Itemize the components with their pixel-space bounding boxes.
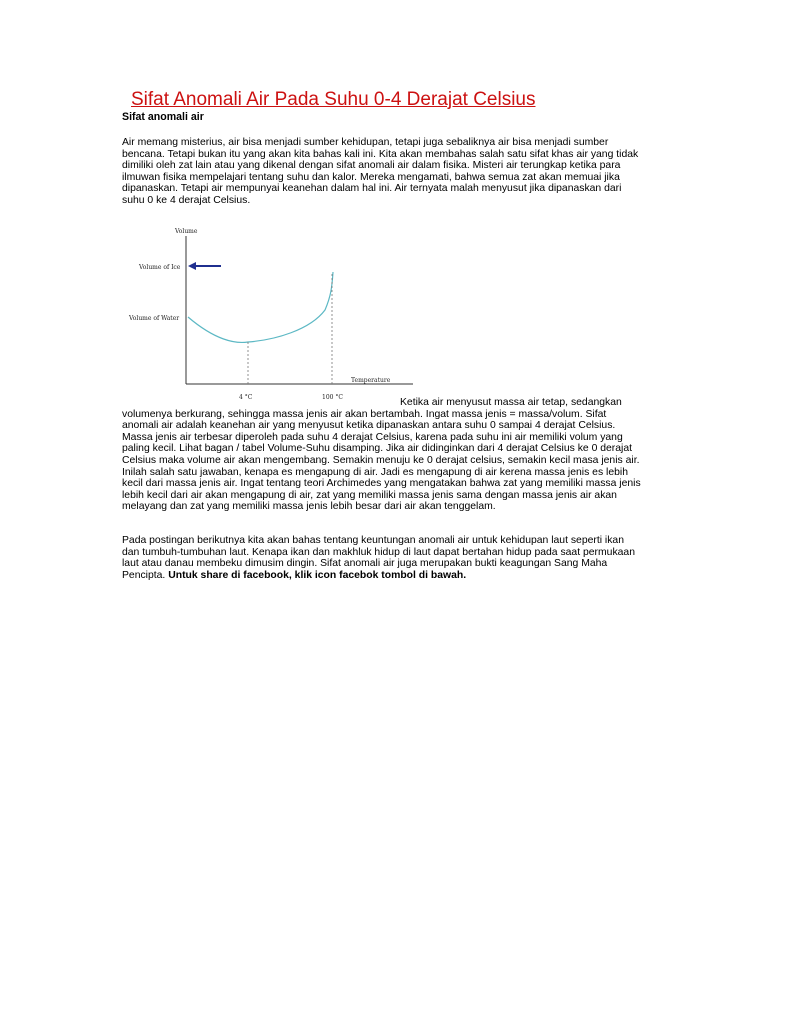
paragraph-closing [122,535,635,581]
text-line: ilmuwan fisika mempelajari tentang suhu dan kalor. Mereka mengamati, bahwa semua zat akan memuai jika [122,171,620,183]
text-line: Inilah salah satu jawaban, kenapa es mengapung di air. Jadi es mengapung di air kerena massa jenis es lebih [122,466,629,478]
paragraph-explanation [122,397,641,513]
text-line: Massa jenis air terbesar diperoleh pada suhu 4 derajat Celsius, karena pada suhu ini air memiliki volum yang [122,431,623,443]
text-line: dimiliki oleh zat lain atau yang dikenal dengan sifat anomali air dalam fisika. Misteri air terungkap ketika para [122,160,621,172]
tick-100c-label: 100 °C [322,394,343,401]
y-axis-label: Volume [175,228,198,235]
text-line: Air memang misterius, air bisa menjadi sumber kehidupan, tetapi juga sebaliknya air bisa menjadi sumber [122,137,609,148]
closing-text: Pencipta. [122,569,169,581]
text-line: bencana. Tetapi bukan itu yang akan kita bahas kali ini. Kita akan membahas salah satu sifat khas air yang tidak [122,148,639,160]
text-line: lebih kecil dari air akan mengapung di air, zat yang memiliki massa jenis sama dengan massa jenis air akan [122,489,617,501]
water-volume-label: Volume of Water [129,315,180,322]
text-line: kecil dari massa jenis air. Ingat tentang teori Archimedes yang mengatakan bahwa zat yang memiliki massa jenis [122,478,641,490]
text-line: Pada postingan berikutnya kita akan bahas tentang keuntungan anomali air untuk kehidupan laut seperti ikan [122,535,624,546]
share-instruction: Untuk share di facebook, klik icon facebok tombol di bawah. [168,569,467,581]
text-line: paling kecil. Lihat bagan / tabel Volume-Suhu disamping. Jika air didinginkan dari 4 derajat Celsius ke 0 derajat [122,443,633,455]
text-line: dipanaskan. Tetapi air mempunyai keanehan dalam hal ini. Air ternyata malah menyusut jika dipanaskan dari [122,183,622,195]
tick-4c-label: 4 °C [239,394,253,401]
text-line: dan tumbuh-tumbuhan laut. Kenapa ikan dan makhluk hidup di laut dapat bertahan hidup pada saat permukaan [122,546,635,558]
ice-arrow-head [188,262,196,270]
text-line: volumenya berkurang, sehingga massa jenis air akan bertambah. Ingat massa jenis = massa/volum. Sifat [122,408,607,420]
paragraph-intro [122,137,638,207]
text-line [122,570,635,582]
text-line: Ketika air menyusut massa air tetap, sedangkan [400,397,622,408]
page-title: Sifat Anomali Air Pada Suhu 0-4 Derajat Celsius [131,89,536,110]
volume-temperature-figure [125,222,420,407]
text-line: anomali air adalah keanehan air yang menyusut ketika dipanaskan antara suhu 0 sampai 4 derajat Celsius. [122,420,616,432]
text-line: laut atau danau membeku dimusim dingin. Sifat anomali air juga merupakan bukti keagungan Sang Maha [122,558,608,570]
volume-temperature-graph [125,222,420,407]
ice-volume-label: Volume of Ice [139,264,181,271]
text-line: suhu 0 ke 4 derajat Celsius. [122,194,251,206]
volume-curve [188,272,333,342]
section-subtitle: Sifat anomali air [122,111,204,123]
text-line: melayang dan zat yang memiliki massa jenis lebih besar dari air akan tenggelam. [122,501,496,513]
text-line: Celsius maka volume air akan mengembang. Semakin menuju ke 0 derajat celsius, semakin kecil masa jenis air. [122,454,640,466]
x-axis-label: Temperature [351,377,391,384]
